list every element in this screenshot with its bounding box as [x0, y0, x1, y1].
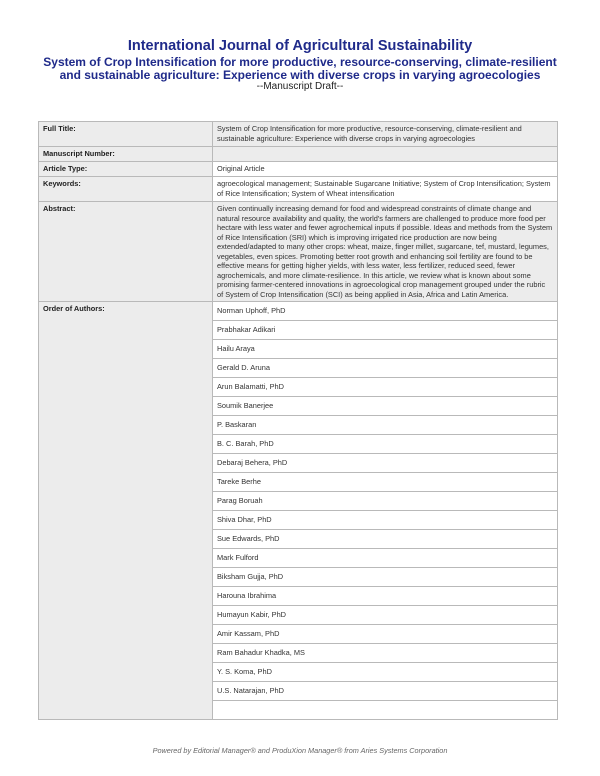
- full-title-label: Full Title:: [39, 122, 213, 147]
- manuscript-metadata-table: [38, 121, 558, 720]
- author-name: B. C. Barah, PhD: [213, 435, 558, 454]
- author-name: Sue Edwards, PhD: [213, 530, 558, 549]
- manuscript-number-label: Manuscript Number:: [39, 147, 213, 162]
- author-name: Soumik Banerjee: [213, 397, 558, 416]
- full-title-value: System of Crop Intensification for more productive, resource-conserving, climate-resilient and sustainable agriculture: Experience with diverse crops in varying agroecologies: [213, 122, 558, 147]
- author-name: Mark Fulford: [213, 549, 558, 568]
- author-name: Amir Kassam, PhD: [213, 625, 558, 644]
- abstract-label: Abstract:: [39, 202, 213, 302]
- authors-label: Order of Authors:: [39, 302, 213, 720]
- author-name: Gerald D. Aruna: [213, 359, 558, 378]
- author-name: Tareke Berhe: [213, 473, 558, 492]
- author-name: Biksham Gujja, PhD: [213, 568, 558, 587]
- author-name: Debaraj Behera, PhD: [213, 454, 558, 473]
- manuscript-draft-label: --Manuscript Draft--: [256, 81, 344, 92]
- author-name: Prabhakar Adikari: [213, 321, 558, 340]
- article-type-value: Original Article: [213, 162, 558, 177]
- author-name: P. Baskaran: [213, 416, 558, 435]
- author-name: Arun Balamatti, PhD: [213, 378, 558, 397]
- document-header: [0, 0, 600, 92]
- abstract-row: [39, 202, 558, 302]
- author-name: Parag Boruah: [213, 492, 558, 511]
- author-name: Hailu Araya: [213, 340, 558, 359]
- author-name: Harouna Ibrahima: [213, 587, 558, 606]
- author-name: Humayun Kabir, PhD: [213, 606, 558, 625]
- manuscript-title: System of Crop Intensification for more productive, resource-conserving, climate-resilient and sustainable agriculture: Experience with diverse crops in varying agroecologies: [43, 55, 557, 82]
- manuscript-number-row: [39, 147, 558, 162]
- keywords-label: Keywords:: [39, 177, 213, 202]
- author-name: Y. S. Koma, PhD: [213, 663, 558, 682]
- article-type-row: [39, 162, 558, 177]
- author-name: Shiva Dhar, PhD: [213, 511, 558, 530]
- manuscript-number-value: [213, 147, 558, 162]
- author-name: [213, 701, 558, 720]
- author-name: Ram Bahadur Khadka, MS: [213, 644, 558, 663]
- article-type-label: Article Type:: [39, 162, 213, 177]
- author-name: Norman Uphoff, PhD: [213, 302, 558, 321]
- keywords-value: agroecological management; Sustainable Sugarcane Initiative; System of Crop Intensification; System of Rice Intensification; System of Wheat intensification: [213, 177, 558, 202]
- platform-footer: Powered by Editorial Manager® and ProduXion Manager® from Aries Systems Corporation: [152, 746, 448, 755]
- keywords-row: [39, 177, 558, 202]
- author-rows: [39, 302, 558, 720]
- abstract-value: Given continually increasing demand for food and widespread constraints of climate change and natural resource availability and quality, the world's farmers are challenged to produce more food per hectare with less water and fewer agrochemical inputs if possible. Ideas and methods from the System of Rice Intensification (SRI) which is improving irrigated rice production are now being extended/adapted to many other crops: wheat, maize, finger millet, sugarcane, tef, mustard, legumes, vegetables, even spices. Promoting better root growth and enhancing soil fertility are found to be effective means for getting higher yields, with less water, less fertilizer, reduced seed, fewer agrochemicals, and more climate-resilience. In this article, we review what is known about some promising farmer-centered innovations in agroecological crop management grouped under the rubric of System of Crop Intensification (SCI) as being applied in Asia, Africa and Latin America.: [213, 202, 558, 302]
- journal-name: International Journal of Agricultural Sustainability: [127, 38, 473, 54]
- author-row: [39, 302, 558, 321]
- full-title-row: [39, 122, 558, 147]
- author-name: U.S. Natarajan, PhD: [213, 682, 558, 701]
